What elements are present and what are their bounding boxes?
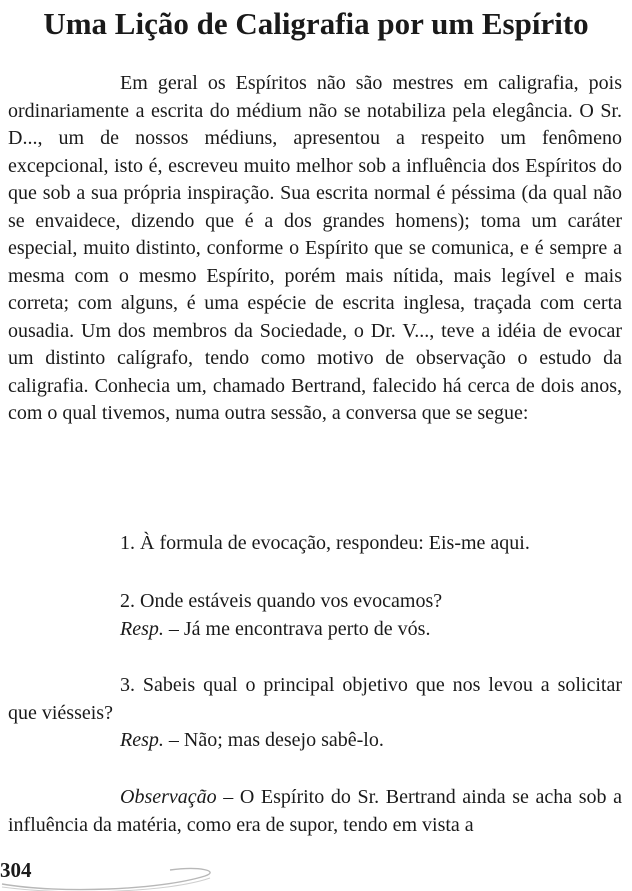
observation-paragraph <box>8 784 622 839</box>
answer-3 <box>8 727 622 755</box>
question-1 <box>8 530 622 558</box>
question-1-text: 1. À formula de evocação, respondeu: Eis-me aqui. <box>120 532 530 554</box>
paragraph-text: Em geral os Espíritos não são mestres em caligrafia, pois ordinariamente a escrita do médium não se notabiliza pela elegância. O Sr. D..., um de nossos médiuns, apresentou a respeito um fenômeno excepcional, isto é, escreveu muito melhor sob a influência dos Espíritos do que sob a sua própria inspiração. Sua escrita normal é péssima (da qual não se envaidece, dizendo que é a dos grandes homens); toma um caráter especial, muito distinto, conforme o Espírito que se comunica, e é sempre a mesma com o mesmo Espírito, porém mais nítida, mais legível e mais correta; com alguns, é uma espécie de escrita inglesa, traçada com certa ousadia. Um dos membros da Sociedade, o Dr. V..., teve a idéia de evocar um distinto calígrafo, tendo como motivo de observação o estudo da caligrafia. Conhecia um, chamado Bertrand, falecido há cerca de dois anos, com o qual tivemos, numa outra sessão, a conversa que se segue: <box>8 72 622 424</box>
question-3-text: 3. Sabeis qual o principal objetivo que nos levou a solicitar que viésseis? <box>8 674 622 724</box>
page-number: 304 <box>0 858 32 882</box>
answer-2 <box>8 616 622 644</box>
observation-text <box>8 784 622 839</box>
answer-2-label: Resp. <box>120 617 164 640</box>
intro-paragraph <box>8 70 622 428</box>
answer-3-label: Resp. <box>120 729 164 751</box>
question-3 <box>8 672 622 755</box>
question-2-text: 2. Onde estáveis quando vos evocamos? <box>120 590 443 612</box>
page-footer <box>0 854 632 891</box>
answer-3-text: – Não; mas desejo sabê-lo. <box>163 729 384 751</box>
footer-swoosh-icon <box>0 854 260 891</box>
observation-label: Observação <box>120 786 217 808</box>
answer-2-text: – Já me encontrava perto de vós. <box>163 617 431 640</box>
question-2 <box>8 588 622 643</box>
page-title: Uma Lição de Caligrafia por um Espírito <box>43 6 589 41</box>
observation-body: – O Espírito do Sr. Bertrand ainda se acha sob a influência da matéria, como era de supor, tendo em vista a <box>8 786 622 836</box>
